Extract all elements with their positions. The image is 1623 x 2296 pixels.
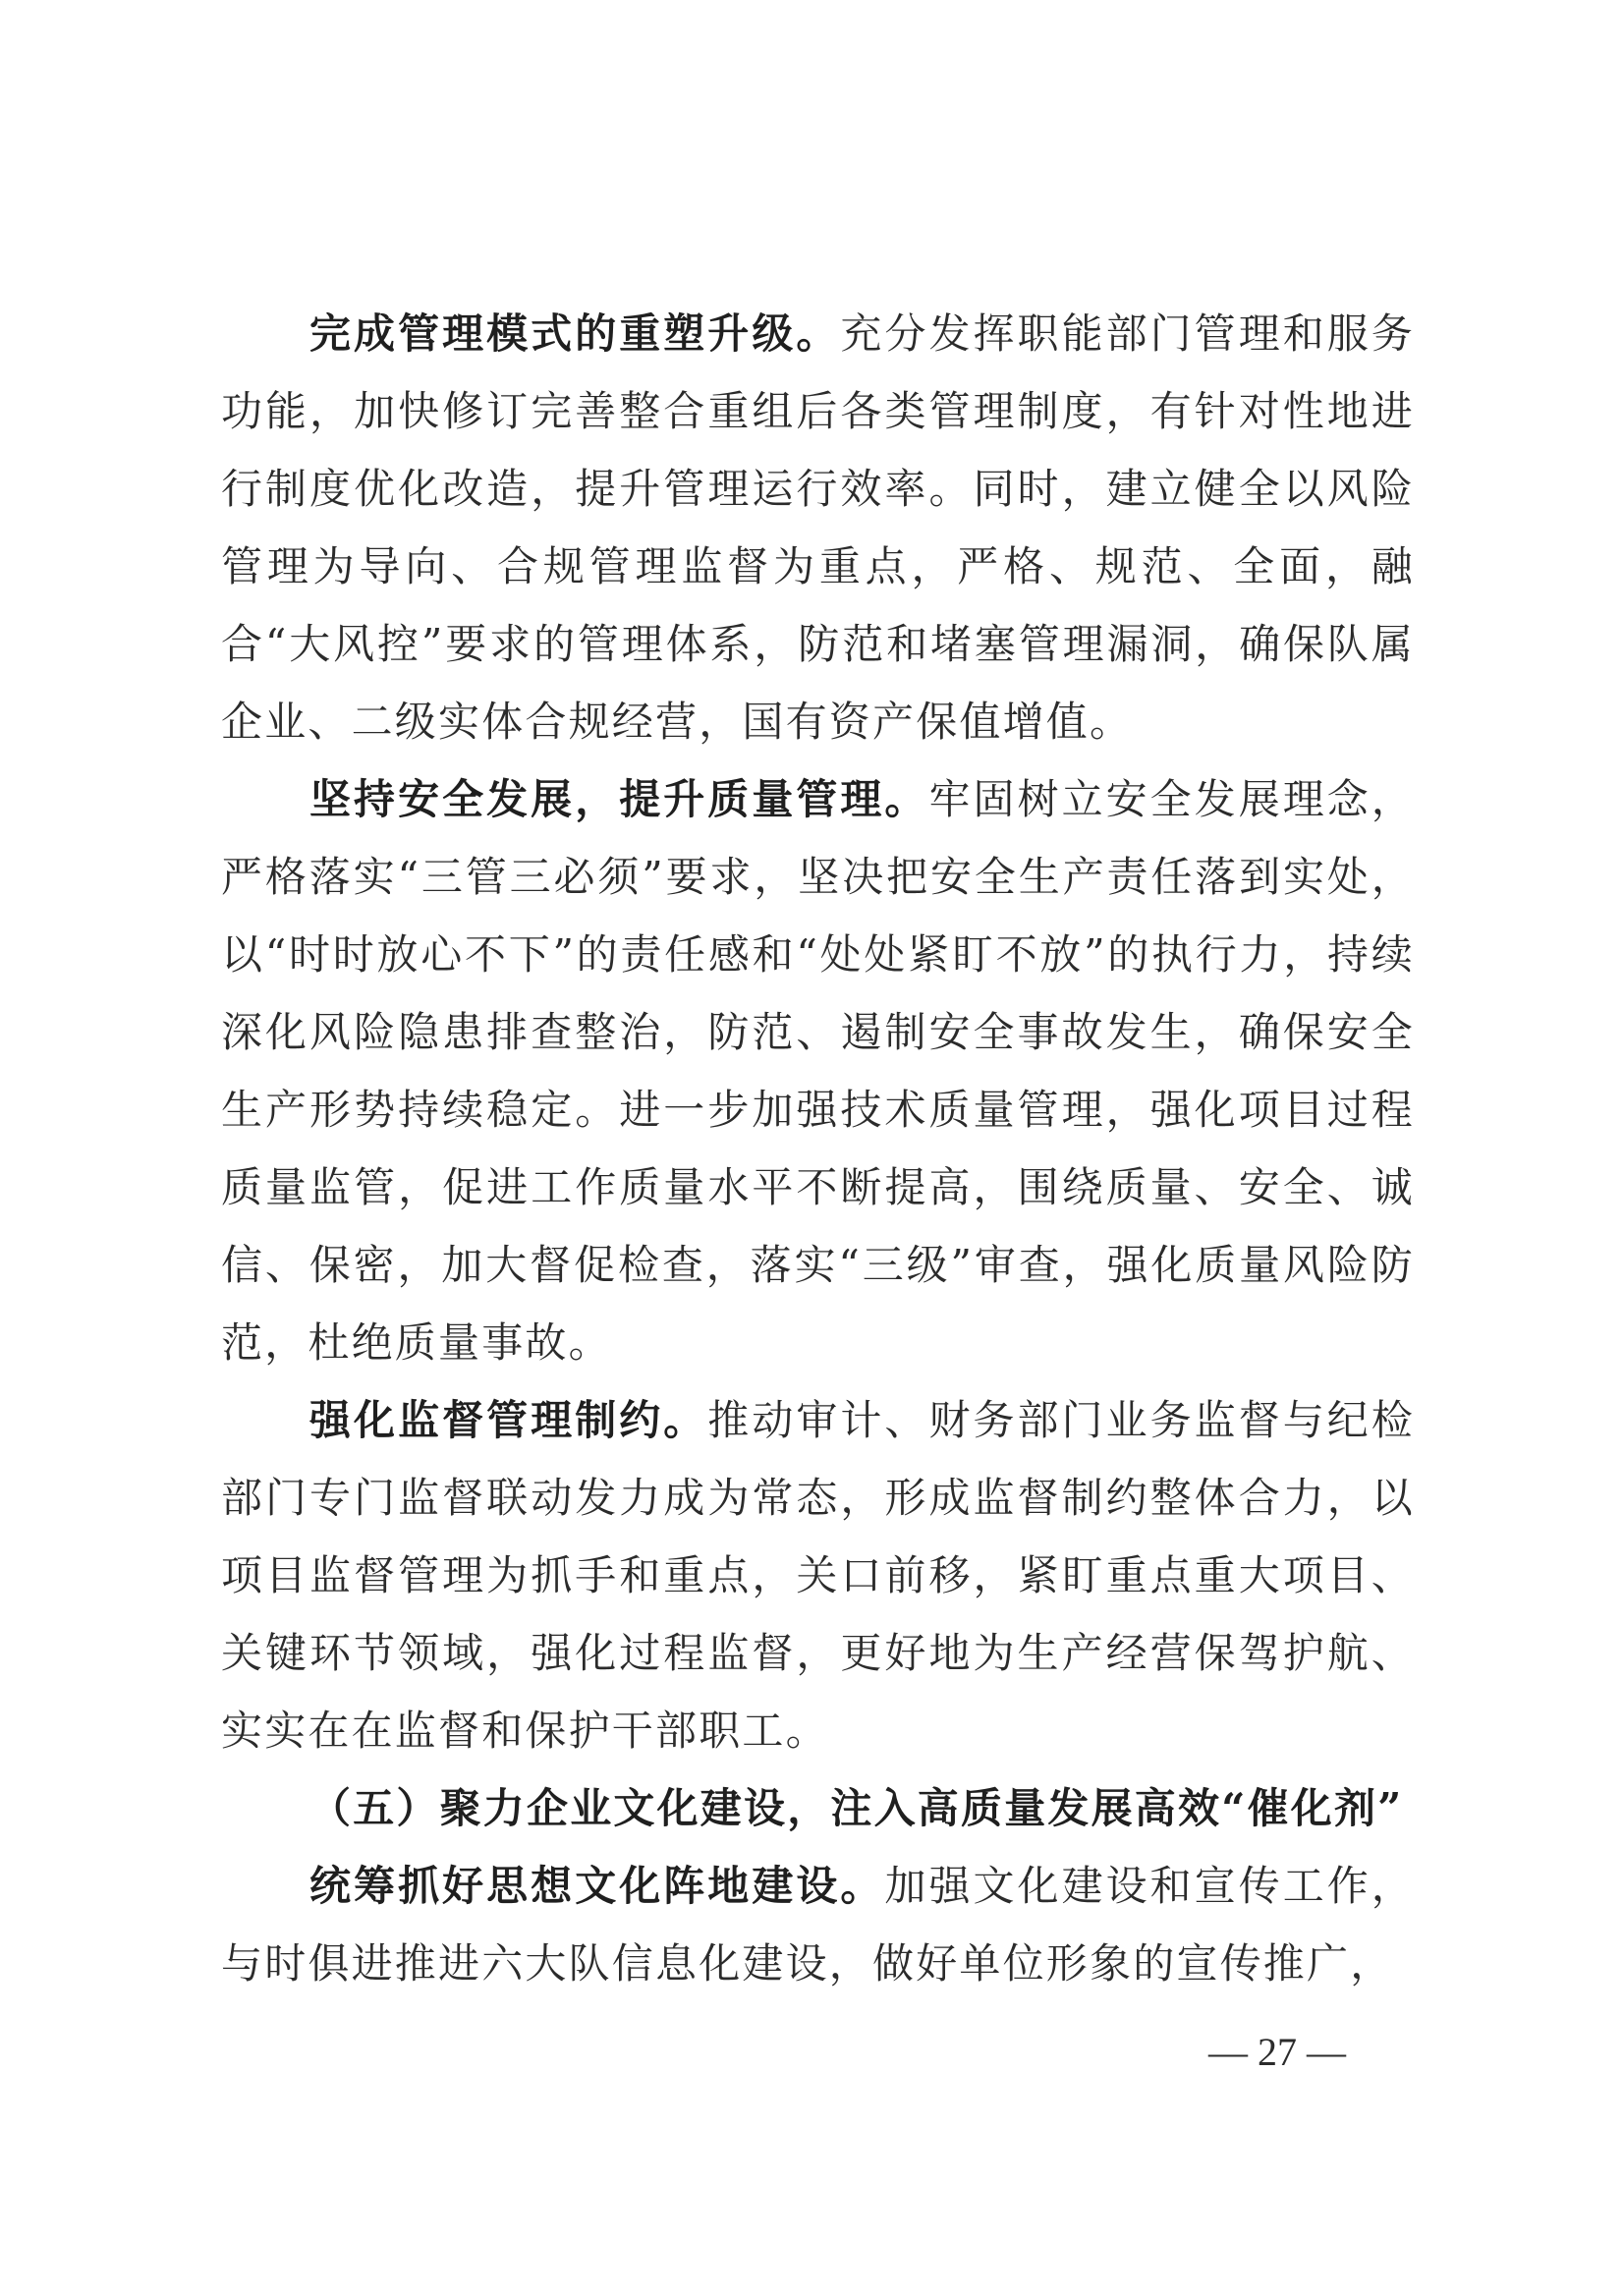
paragraph-supervision	[221, 1381, 1415, 1769]
paragraph-management-model	[221, 295, 1415, 760]
paragraph-lead: 强化监督管理制约。	[309, 1396, 708, 1444]
page-number: — 27 —	[1208, 2030, 1346, 2074]
paragraph-culture	[221, 1847, 1415, 2002]
paragraph-safety-quality	[221, 760, 1415, 1381]
paragraph-body: 牢固树立安全发展理念，严格落实“三管三必须”要求，坚决把安全生产责任落到实处，以“时时放心不下”的责任感和“处处紧盯不放”的执行力，持续深化风险隐患排查整治，防范、遏制安全事故发生，确保安全生产形势持续稳定。进一步加强技术质量管理，强化项目过程质量监管，促进工作质量水平不断提高，围绕质量、安全、诚信、保密，加大督促检查，落实“三级”审查，强化质量风险防范，杜绝质量事故。	[221, 775, 1415, 1367]
paragraph-lead: 统筹抓好思想文化阵地建设。	[309, 1862, 885, 1910]
paragraph-lead: 完成管理模式的重塑升级。	[309, 309, 841, 358]
paragraph-body: 加强文化建设和宣传工作，与时俱进推进六大队信息化建设，做好单位形象的宣传推广，	[221, 1862, 1415, 1988]
paragraph-body: 充分发挥职能部门管理和服务功能，加快修订完善整合重组后各类管理制度，有针对性地进行制度优化改造，提升管理运行效率。同时，建立健全以风险管理为导向、合规管理监督为重点，严格、规范、全面，融合“大风控”要求的管理体系，防范和堵塞管理漏洞，确保队属企业、二级实体合规经营，国有资产保值增值。	[221, 309, 1415, 746]
paragraph-body: 推动审计、财务部门业务监督与纪检部门专门监督联动发力成为常态，形成监督制约整体合力，以项目监督管理为抓手和重点，关口前移，紧盯重点重大项目、关键环节领域，强化过程监督，更好地为生产经营保驾护航、实实在在监督和保护干部职工。	[221, 1396, 1415, 1755]
paragraph-lead: 坚持安全发展，提升质量管理。	[309, 775, 929, 823]
section-heading: （五）聚力企业文化建设，注入高质量发展高效“催化剂”	[309, 1784, 1404, 1832]
body-text	[221, 295, 1415, 2002]
